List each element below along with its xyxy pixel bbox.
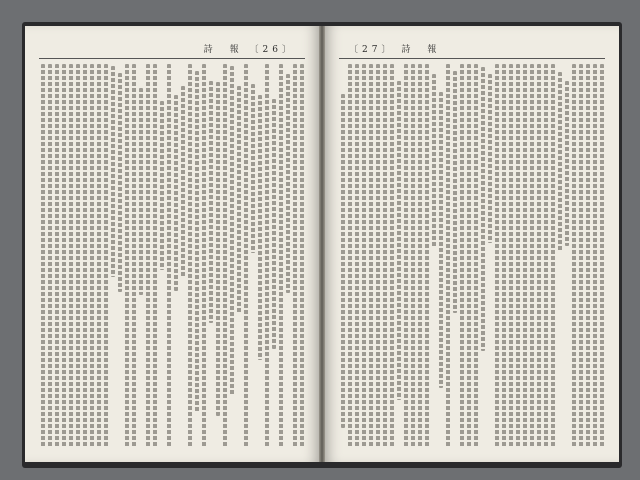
right-page-number: 〔27〕	[349, 45, 395, 55]
text-column	[404, 64, 408, 448]
text-column	[432, 74, 436, 247]
text-column	[41, 64, 45, 448]
text-column	[397, 81, 401, 400]
text-column	[348, 64, 352, 448]
text-column	[551, 64, 555, 448]
right-page	[325, 26, 619, 462]
left-page-number: 〔26〕	[249, 45, 295, 55]
text-column	[530, 64, 534, 448]
text-column	[209, 81, 213, 323]
text-column	[425, 64, 429, 448]
text-column	[195, 71, 199, 413]
text-column	[293, 64, 297, 448]
text-column	[600, 64, 604, 448]
text-column	[104, 64, 108, 448]
text-column	[216, 82, 220, 416]
left-body-text	[39, 64, 305, 448]
right-page-header	[349, 42, 440, 54]
text-column	[76, 64, 80, 448]
text-column	[418, 64, 422, 448]
text-column	[125, 64, 129, 448]
text-column	[341, 94, 345, 428]
text-column	[383, 64, 387, 448]
text-column	[265, 64, 269, 448]
text-column	[502, 64, 506, 448]
text-column	[272, 99, 276, 349]
text-column	[244, 64, 248, 448]
text-column	[153, 64, 157, 448]
text-column	[516, 64, 520, 448]
text-column	[509, 64, 513, 448]
text-column	[439, 92, 443, 388]
text-column	[453, 71, 457, 313]
left-page	[25, 26, 319, 462]
text-column	[300, 64, 304, 448]
text-column	[188, 64, 192, 448]
text-column	[97, 64, 101, 448]
text-column	[167, 64, 171, 448]
text-column	[111, 66, 115, 277]
text-column	[390, 64, 394, 448]
left-header-title: 詩 報	[203, 45, 243, 55]
text-column	[474, 64, 478, 448]
text-column	[565, 81, 569, 246]
text-column	[355, 64, 359, 448]
text-column	[523, 64, 527, 448]
text-column	[376, 64, 380, 448]
text-column	[202, 64, 206, 448]
text-column	[593, 64, 597, 448]
text-column	[139, 88, 143, 295]
text-column	[411, 64, 415, 448]
text-column	[572, 64, 576, 448]
text-column	[258, 95, 262, 360]
text-column	[558, 72, 562, 252]
text-column	[181, 86, 185, 278]
right-header-rule	[339, 58, 605, 59]
text-column	[460, 64, 464, 448]
text-column	[251, 84, 255, 253]
text-column	[69, 64, 73, 448]
text-column	[286, 74, 290, 293]
text-column	[586, 64, 590, 448]
left-header-rule	[39, 58, 305, 59]
right-body-text	[339, 64, 605, 448]
text-column	[48, 64, 52, 448]
text-column	[132, 64, 136, 448]
text-column	[55, 64, 59, 448]
text-column	[230, 66, 234, 396]
text-column	[279, 64, 283, 448]
text-column	[544, 64, 548, 448]
text-column	[62, 64, 66, 448]
text-column	[223, 64, 227, 448]
text-column	[160, 101, 164, 270]
left-page-header	[204, 42, 295, 54]
open-book	[22, 22, 622, 468]
right-header-title: 詩 報	[401, 45, 441, 55]
text-column	[446, 64, 450, 448]
text-column	[146, 64, 150, 448]
text-column	[118, 73, 122, 292]
text-column	[488, 74, 492, 243]
text-column	[90, 64, 94, 448]
text-column	[467, 64, 471, 448]
text-column	[579, 64, 583, 448]
text-column	[495, 64, 499, 448]
text-column	[83, 64, 87, 448]
text-column	[537, 64, 541, 448]
text-column	[481, 67, 485, 351]
text-column	[237, 86, 241, 313]
text-column	[174, 95, 178, 291]
text-column	[369, 64, 373, 448]
text-column	[362, 64, 366, 448]
